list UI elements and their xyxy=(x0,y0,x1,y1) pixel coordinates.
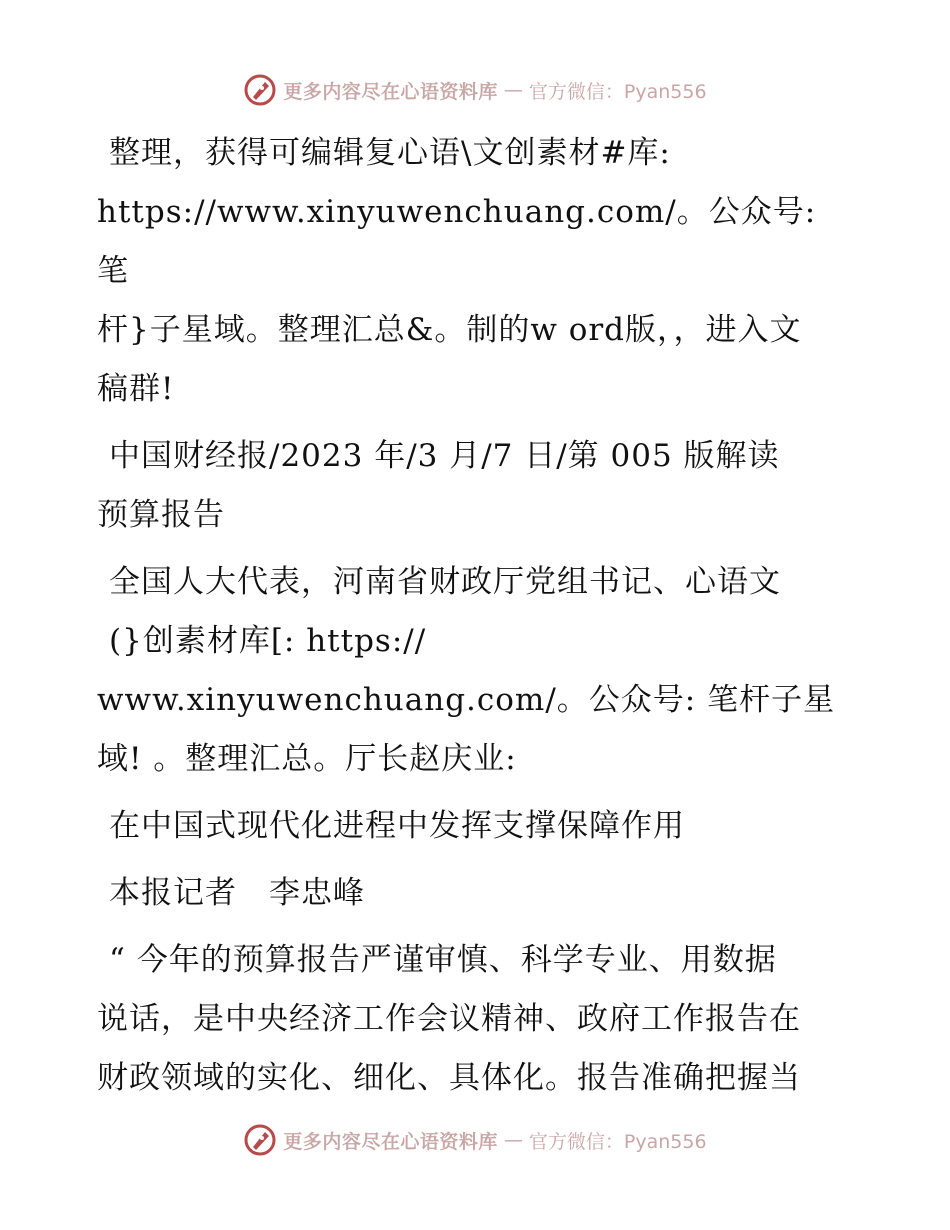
article-title xyxy=(97,797,857,856)
banner-separator: — xyxy=(503,79,523,101)
text-line: 中国财经报/2023 年/3 月/7 日/第 005 版解读 xyxy=(109,438,780,474)
document-body xyxy=(97,124,857,1116)
paragraph-intro xyxy=(97,124,857,419)
text-line: 整理，获得可编辑复心语\文创素材#库: xyxy=(109,135,671,171)
banner-brand-text: 更多内容尽在心语资料库 xyxy=(283,80,498,103)
text-line: “ 今年的预算报告严谨审慎、科学专业、用数据 xyxy=(109,942,777,978)
paragraph-quote xyxy=(97,931,857,1108)
pen-nib-circle-icon xyxy=(243,1123,277,1157)
text-line: 预算报告 xyxy=(97,497,225,533)
text-line: (}创素材库[: https:// xyxy=(109,623,427,659)
text-line: 财政领域的实化、细化、具体化。报告准确把握当 xyxy=(97,1060,801,1096)
text-line: 域! 。整理汇总。厅长赵庆业: xyxy=(97,741,517,777)
text-line: https://www.xinyuwenchuang.com/。公众号: 笔 xyxy=(97,194,817,289)
banner-brand-text: 更多内容尽在心语资料库 xyxy=(283,1130,498,1153)
text-line: 杆}子星域。整理汇总&。制的w ord版，，进入文 xyxy=(97,312,802,348)
footer-banner xyxy=(0,1120,950,1160)
text-line: 全国人大代表，河南省财政厅党组书记、心语文 xyxy=(109,564,781,600)
text-line: 本报记者 李忠峰 xyxy=(109,875,365,911)
text-line: www.xinyuwenchuang.com/。公众号: 笔杆子星 xyxy=(97,682,836,718)
banner-separator: — xyxy=(503,1129,523,1151)
reporter-byline xyxy=(97,864,857,923)
paragraph-source xyxy=(97,427,857,545)
paragraph-author-info xyxy=(97,553,857,789)
banner-wechat-text: 官方微信：Pyan556 xyxy=(528,80,707,103)
text-line: 稿群! xyxy=(97,371,175,407)
banner-wechat-text: 官方微信：Pyan556 xyxy=(528,1130,707,1153)
header-banner xyxy=(0,70,950,110)
text-line: 说话，是中央经济工作会议精神、政府工作报告在 xyxy=(97,1001,801,1037)
pen-nib-circle-icon xyxy=(243,73,277,107)
text-line: 在中国式现代化进程中发挥支撑保障作用 xyxy=(109,808,685,844)
